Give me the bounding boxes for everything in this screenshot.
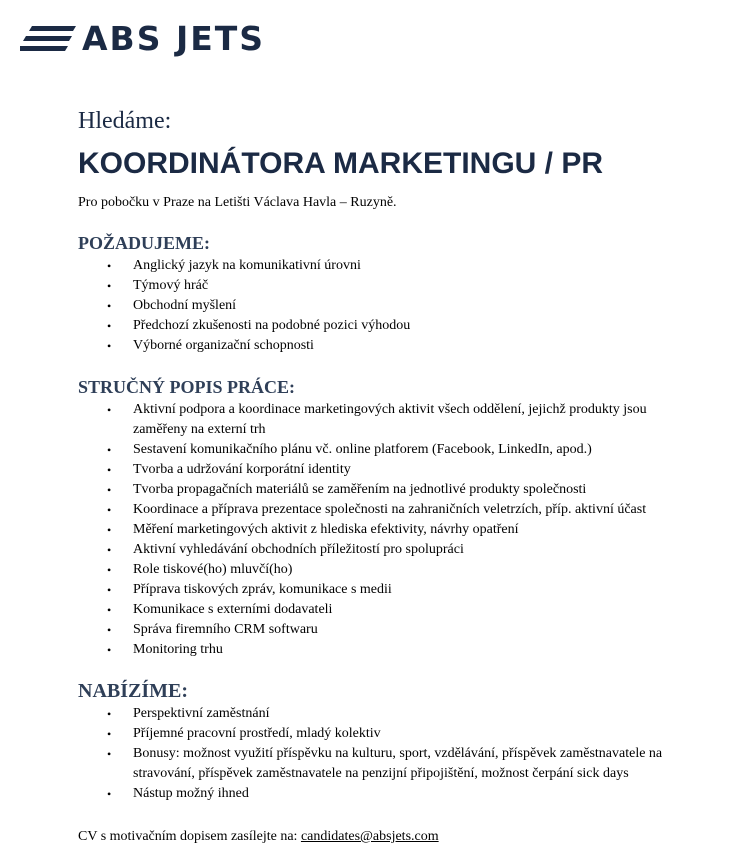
- list-item: [78, 744, 698, 784]
- list-item: [78, 316, 698, 336]
- offer-heading: NABÍZÍME:: [78, 680, 189, 702]
- list-item-text: Bonusy: možnost využití příspěvku na kulturu, sport, vzdělávání, příspěvek zaměstnavatele na stravování, příspěvek zaměstnavatele na penzijní připojištění, možnost čerpání sick days: [133, 746, 663, 781]
- speed-lines-icon: [20, 24, 76, 54]
- job-description-heading: STRUČNÝ POPIS PRÁCE:: [78, 377, 296, 397]
- bullet-icon: •: [107, 339, 112, 353]
- list-item-text: Role tiskové(ho) mluvčí(ho): [133, 562, 293, 577]
- list-item: [78, 704, 698, 724]
- list-item: [78, 276, 698, 296]
- list-item: [78, 540, 698, 560]
- list-item-text: Aktivní podpora a koordinace marketingových aktivit všech oddělení, jejichž produkty jsou zaměřeny na externí trh: [133, 402, 647, 437]
- list-item: [78, 600, 698, 620]
- bullet-icon: •: [107, 643, 112, 657]
- list-item-text: Týmový hráč: [133, 278, 209, 293]
- contact-email-link[interactable]: candidates@absjets.com: [300, 829, 439, 844]
- list-item-text: Anglický jazyk na komunikativní úrovni: [133, 258, 361, 273]
- bullet-icon: •: [107, 623, 112, 637]
- bullet-icon: •: [107, 403, 112, 417]
- bullet-icon: •: [107, 583, 112, 597]
- list-item: [78, 460, 698, 480]
- job-posting: [78, 106, 698, 846]
- list-item: [78, 336, 698, 356]
- bullet-icon: •: [107, 503, 112, 517]
- list-item: [78, 440, 698, 460]
- bullet-icon: •: [107, 563, 112, 577]
- bullet-icon: •: [107, 523, 112, 537]
- list-item: [78, 480, 698, 500]
- list-item: [78, 500, 698, 520]
- lead-text: Hledáme:: [78, 108, 172, 134]
- list-item-text: Perspektivní zaměstnání: [133, 706, 270, 721]
- list-item: [78, 640, 698, 660]
- list-item-text: Aktivní vyhledávání obchodních příležitostí pro spolupráci: [133, 542, 464, 557]
- offer-list: [78, 704, 698, 804]
- bullet-icon: •: [107, 463, 112, 477]
- list-item-text: Příprava tiskových zpráv, komunikace s medii: [133, 582, 392, 597]
- list-item-text: Výborné organizační schopnosti: [133, 338, 314, 353]
- bullet-icon: •: [107, 279, 112, 293]
- contact-line: [78, 828, 698, 846]
- bullet-icon: •: [107, 259, 112, 273]
- list-item-text: Tvorba propagačních materiálů se zaměřením na jednotlivé produkty společnosti: [133, 482, 587, 497]
- list-item-text: Předchozí zkušenosti na podobné pozici výhodou: [133, 318, 411, 333]
- contact-text: CV s motivačním dopisem zasílejte na:: [78, 829, 301, 844]
- list-item-text: Měření marketingových aktivit z hlediska efektivity, návrhy opatření: [133, 522, 519, 537]
- list-item-text: Monitoring trhu: [133, 642, 223, 657]
- bullet-icon: •: [107, 747, 112, 761]
- bullet-icon: •: [107, 543, 112, 557]
- list-item-text: Správa firemního CRM softwaru: [133, 622, 318, 637]
- position-title: KOORDINÁTORA MARKETINGU / PR: [78, 147, 603, 180]
- list-item-text: Obchodní myšlení: [133, 298, 237, 313]
- bullet-icon: •: [107, 603, 112, 617]
- list-item-text: Příjemné pracovní prostředí, mladý kolektiv: [133, 726, 381, 741]
- bullet-icon: •: [107, 787, 112, 801]
- list-item-text: Komunikace s externími dodavateli: [133, 602, 333, 617]
- job-description-list: [78, 400, 698, 660]
- bullet-icon: •: [107, 707, 112, 721]
- list-item: [78, 520, 698, 540]
- list-item: [78, 400, 698, 440]
- requirements-list: [78, 256, 698, 356]
- list-item: [78, 580, 698, 600]
- list-item: [78, 296, 698, 316]
- bullet-icon: •: [107, 483, 112, 497]
- list-item: [78, 256, 698, 276]
- requirements-heading: POŽADUJEME:: [78, 233, 210, 253]
- brand-name: ABS JETS: [82, 19, 266, 58]
- bullet-icon: •: [107, 443, 112, 457]
- list-item: [78, 724, 698, 744]
- list-item-text: Tvorba a udržování korporátní identity: [133, 462, 351, 477]
- list-item-text: Sestavení komunikačního plánu vč. online platforem (Facebook, LinkedIn, apod.): [133, 442, 592, 457]
- list-item-text: Nástup možný ihned: [133, 786, 249, 801]
- list-item: [78, 560, 698, 580]
- company-logo: [20, 19, 266, 58]
- location-text: Pro pobočku v Praze na Letišti Václava Havla – Ruzyně.: [78, 195, 397, 210]
- bullet-icon: •: [107, 319, 112, 333]
- list-item: [78, 784, 698, 804]
- list-item: [78, 620, 698, 640]
- bullet-icon: •: [107, 727, 112, 741]
- bullet-icon: •: [107, 299, 112, 313]
- list-item-text: Koordinace a příprava prezentace společnosti na zahraničních veletrzích, příp. aktivní účast: [133, 502, 647, 517]
